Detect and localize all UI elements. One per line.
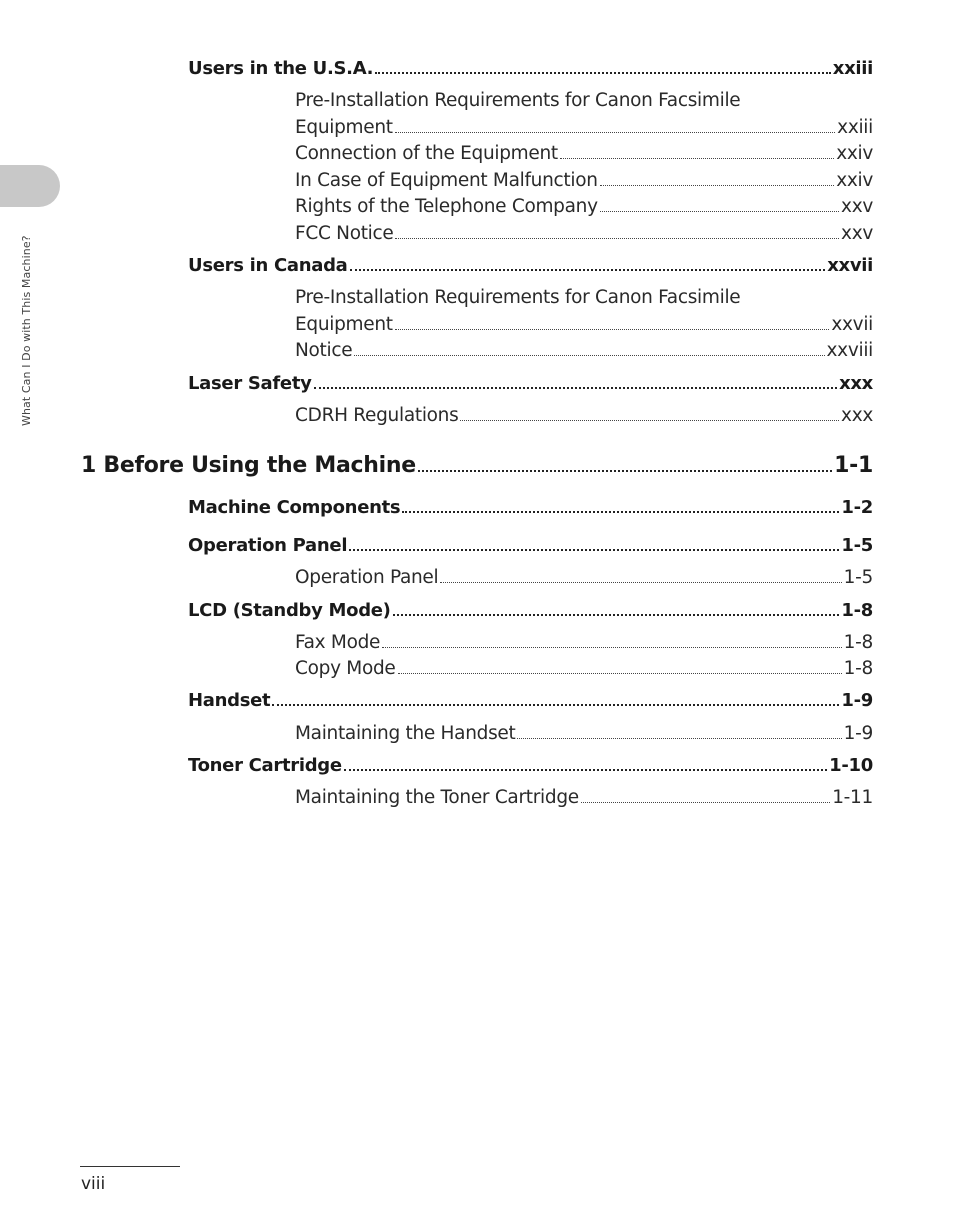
toc-entry-page: 1-2	[841, 497, 873, 518]
toc-entry-page: 1-5	[843, 567, 873, 588]
dot-leader	[560, 158, 834, 159]
toc-entry-connection[interactable]	[295, 143, 873, 164]
dot-leader	[402, 511, 839, 513]
toc-entry-label: FCC Notice	[295, 223, 394, 244]
toc-entry-page: xxiv	[836, 143, 873, 164]
toc-entry-page: xxiii	[837, 117, 873, 138]
toc-entry-label: Rights of the Telephone Company	[295, 196, 598, 217]
toc-entry-label: CDRH Regulations	[295, 405, 459, 426]
toc-entry-label: Operation Panel	[295, 567, 439, 588]
toc-entry-page: xxv	[841, 196, 873, 217]
toc-entry-text: Pre-Installation Requirements for Canon Facsimile	[295, 287, 741, 308]
dot-leader	[395, 238, 839, 239]
toc-entry-label: Equipment	[295, 117, 393, 138]
dot-leader	[350, 269, 826, 271]
toc-entry-label: Maintaining the Handset	[295, 723, 516, 744]
toc-entry-users-canada[interactable]	[188, 255, 873, 276]
toc-entry-label: Equipment	[295, 314, 393, 335]
toc-entry-label: Connection of the Equipment	[295, 143, 558, 164]
toc-entry-maintaining-toner[interactable]	[295, 787, 873, 808]
toc-entry-pre-install-usa[interactable]	[295, 117, 873, 138]
toc-entry-rights[interactable]	[295, 196, 873, 217]
toc-entry-label: Operation Panel	[188, 535, 348, 556]
toc-chapter-page: 1-1	[834, 453, 873, 478]
dot-leader	[314, 387, 837, 389]
section-tab-label: What Can I Do with This Machine?	[20, 235, 33, 426]
toc-entry-label: In Case of Equipment Malfunction	[295, 170, 598, 191]
toc-entry-label: Users in the U.S.A.	[188, 58, 374, 79]
toc-entry-malfunction[interactable]	[295, 170, 873, 191]
toc-entry-fcc[interactable]	[295, 223, 873, 244]
toc-entry-label: Copy Mode	[295, 658, 396, 679]
toc-entry-label: Notice	[295, 340, 353, 361]
toc-entry-page: 1-8	[841, 600, 873, 621]
toc-entry-fax-mode[interactable]	[295, 632, 873, 653]
toc-entry-pre-install-canada[interactable]	[295, 314, 873, 335]
toc-chapter-label: 1 Before Using the Machine	[81, 453, 416, 478]
toc-entry-label: Fax Mode	[295, 632, 381, 653]
dot-leader	[382, 647, 842, 648]
toc-entry-notice[interactable]	[295, 340, 873, 361]
dot-leader	[398, 673, 842, 674]
toc-entry-text: Pre-Installation Requirements for Canon Facsimile	[295, 90, 741, 111]
dot-leader	[395, 329, 830, 330]
toc-entry-laser-safety[interactable]	[188, 373, 873, 394]
dot-leader	[600, 211, 839, 212]
toc-entry-page: xxv	[841, 223, 873, 244]
toc-entry-operation-panel[interactable]	[188, 535, 873, 556]
toc-chapter-1[interactable]	[81, 453, 873, 478]
dot-leader	[418, 470, 832, 472]
toc-entry-page: 1-10	[829, 755, 873, 776]
dot-leader	[272, 704, 839, 706]
toc-entry-handset[interactable]	[188, 690, 873, 711]
dot-leader	[349, 549, 839, 551]
toc-entry-page: 1-9	[843, 723, 873, 744]
dot-leader	[517, 738, 841, 739]
toc-entry-machine-components[interactable]	[188, 497, 873, 518]
toc-entry-maintaining-handset[interactable]	[295, 723, 873, 744]
toc-entry-label: LCD (Standby Mode)	[188, 600, 391, 621]
toc-entry-lcd[interactable]	[188, 600, 873, 621]
toc-entry-page: 1-11	[832, 787, 873, 808]
dot-leader	[440, 582, 841, 583]
dot-leader	[395, 132, 835, 133]
toc-entry-label: Maintaining the Toner Cartridge	[295, 787, 579, 808]
dot-leader	[375, 72, 831, 74]
toc-entry-operation-panel-sub[interactable]	[295, 567, 873, 588]
dot-leader	[354, 355, 824, 356]
toc-entry-page: xxiii	[832, 58, 873, 79]
toc-entry-page: 1-9	[841, 690, 873, 711]
toc-entry-copy-mode[interactable]	[295, 658, 873, 679]
toc-entry-page: 1-8	[843, 632, 873, 653]
toc-entry-label: Handset	[188, 690, 271, 711]
dot-leader	[460, 420, 839, 421]
footer-rule	[80, 1166, 180, 1167]
toc-entry-page: xxvii	[827, 255, 873, 276]
toc-entry-page: xxx	[841, 405, 873, 426]
dot-leader	[393, 614, 840, 616]
dot-leader	[344, 769, 827, 771]
dot-leader	[600, 185, 835, 186]
toc-entry-page: xxvii	[831, 314, 873, 335]
toc-entry-label: Toner Cartridge	[188, 755, 342, 776]
toc-entry-label: Laser Safety	[188, 373, 312, 394]
dot-leader	[581, 802, 830, 803]
toc-entry-page: 1-5	[841, 535, 873, 556]
toc-entry-label: Machine Components	[188, 497, 401, 518]
toc-entry-page: xxiv	[836, 170, 873, 191]
toc-entry-toner-cartridge[interactable]	[188, 755, 873, 776]
toc-entry-page: 1-8	[843, 658, 873, 679]
toc-entry-users-usa[interactable]	[188, 58, 873, 79]
page-number: viii	[81, 1174, 106, 1194]
toc-entry-cdrh[interactable]	[295, 405, 873, 426]
section-tab	[0, 165, 60, 207]
toc-entry-page: xxx	[839, 373, 873, 394]
toc-entry-label: Users in Canada	[188, 255, 348, 276]
toc-entry-page: xxviii	[826, 340, 873, 361]
